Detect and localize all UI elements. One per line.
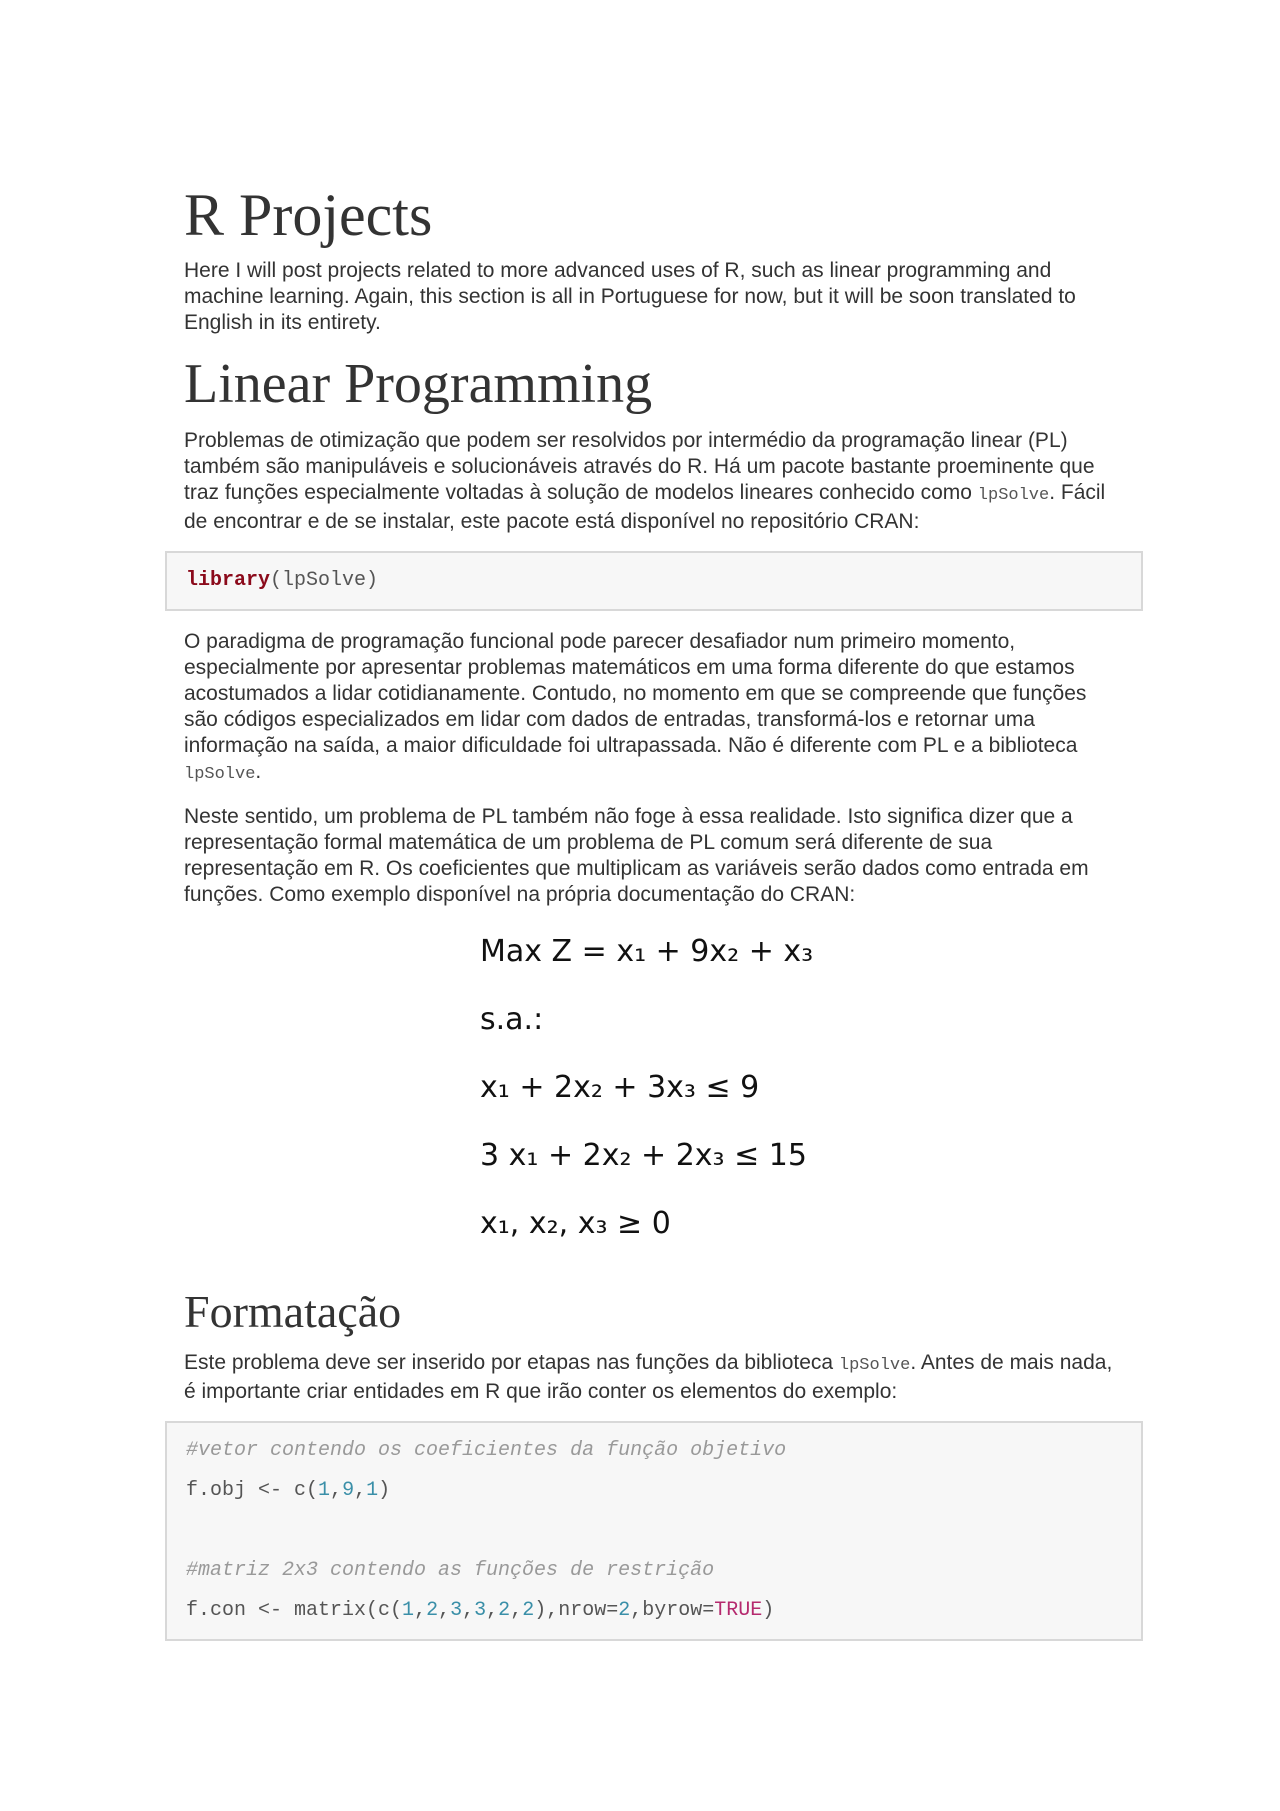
code-number: 2 [618, 1599, 631, 1622]
code-number: 2 [498, 1599, 511, 1622]
code-line-f-obj: f.obj <- c(1,9,1) [186, 1479, 391, 1502]
code-block-library [165, 551, 1143, 611]
section-heading-linear-programming: Linear Programming [184, 353, 653, 415]
section-heading-formatacao: Formatação [184, 1286, 402, 1337]
code-number: 1 [402, 1599, 415, 1622]
lp-p1-text-end: . Fácil de encontrar e de se instalar, este pacote está disponível no repositório CRAN: [184, 481, 1106, 533]
formatacao-text: Este problema deve ser inserido por etapas nas funções da biblioteca [184, 1351, 839, 1374]
code-number: 9 [342, 1479, 355, 1502]
comment-text: #vetor contendo os coeficientes da função objetivo [186, 1439, 787, 1462]
lp-paragraph-2 [184, 629, 1124, 788]
code-argument: (lpSolve) [270, 569, 379, 592]
document-page [184, 180, 1124, 1659]
code-text: ,byrow= [630, 1599, 715, 1622]
code-text: f.obj <- c( [186, 1479, 319, 1502]
code-function-library: library [186, 569, 271, 592]
lp-p2-text-end: . [255, 760, 262, 783]
objective-function: Max Z = x₁ + 9x₂ + x₃ [480, 934, 814, 969]
inline-code-lpsolve: lpSolve [838, 1356, 911, 1375]
code-number: 2 [522, 1599, 535, 1622]
intro-paragraph: Here I will post projects related to more advanced uses of R, such as linear programming and machine learning. Again, this section is all in Portuguese for now, but it will be soon translated to English in its entirety. [184, 259, 1076, 334]
code-comment-objective [186, 1437, 1122, 1465]
code-blank-line [186, 1517, 1122, 1545]
subject-to-label: s.a.: [480, 1002, 544, 1037]
code-line [186, 567, 1122, 595]
lp-p1-text: Problemas de otimização que podem ser resolvidos por intermédio da programação linear (PL) também são manipuláveis e solucionáveis através do R. Há um pacote bastante proeminente que traz funções especialmente voltadas à solução de modelos lineares conhecido como [184, 429, 1095, 504]
code-boolean: TRUE [714, 1599, 763, 1622]
code-text: ),nrow= [534, 1599, 619, 1622]
code-number: 2 [426, 1599, 439, 1622]
formatacao-paragraph [184, 1350, 1124, 1405]
code-line-f-con: f.con <- matrix(c(1,2,3,3,2,2),nrow=2,byrow=TRUE) [186, 1599, 775, 1622]
lp-model-formulation [480, 932, 1124, 1272]
page-title: R Projects [184, 182, 433, 248]
code-number: 1 [318, 1479, 331, 1502]
comment-text: #matriz 2x3 contendo as funções de restrição [186, 1559, 715, 1582]
code-text: ) [378, 1479, 391, 1502]
inline-code-lpsolve: lpSolve [977, 486, 1050, 505]
formatacao-text-end: . Antes de mais nada, é importante criar entidades em R que irão conter os elementos do exemplo: [184, 1351, 1113, 1403]
code-comment-constraints [186, 1557, 1122, 1585]
code-number: 3 [474, 1599, 487, 1622]
lp-paragraph-3: Neste sentido, um problema de PL também não foge à essa realidade. Isto significa dizer que a representação formal matemática de um problema de PL comum será diferente de sua representação em R. Os coeficientes que multiplicam as variáveis serão dados como entrada em funções. Como exemplo disponível na própria documentação do CRAN: [184, 805, 1089, 906]
code-text: ) [762, 1599, 775, 1622]
code-number: 1 [366, 1479, 379, 1502]
lp-p2-text: O paradigma de programação funcional pode parecer desafiador num primeiro momento, especialmente por apresentar problemas matemáticos em uma forma diferente do que estamos acostumados a lidar cotidianamente. Contudo, no momento em que se compreende que funções são códigos especializados em lidar com dados de entradas, transformá-los e retornar uma informação na saída, a maior dificuldade foi ultrapassada. Não é diferente com PL e a biblioteca [184, 630, 1087, 757]
inline-code-lpsolve: lpSolve [184, 765, 256, 784]
code-block-setup [165, 1421, 1143, 1641]
non-negativity-constraint: x₁, x₂, x₃ ≥ 0 [480, 1206, 671, 1241]
code-text: f.con <- matrix(c( [186, 1599, 403, 1622]
constraint-2: 3 x₁ + 2x₂ + 2x₃ ≤ 15 [480, 1138, 807, 1173]
code-number: 3 [450, 1599, 463, 1622]
constraint-1: x₁ + 2x₂ + 3x₃ ≤ 9 [480, 1070, 760, 1105]
lp-paragraph-1 [184, 428, 1124, 535]
